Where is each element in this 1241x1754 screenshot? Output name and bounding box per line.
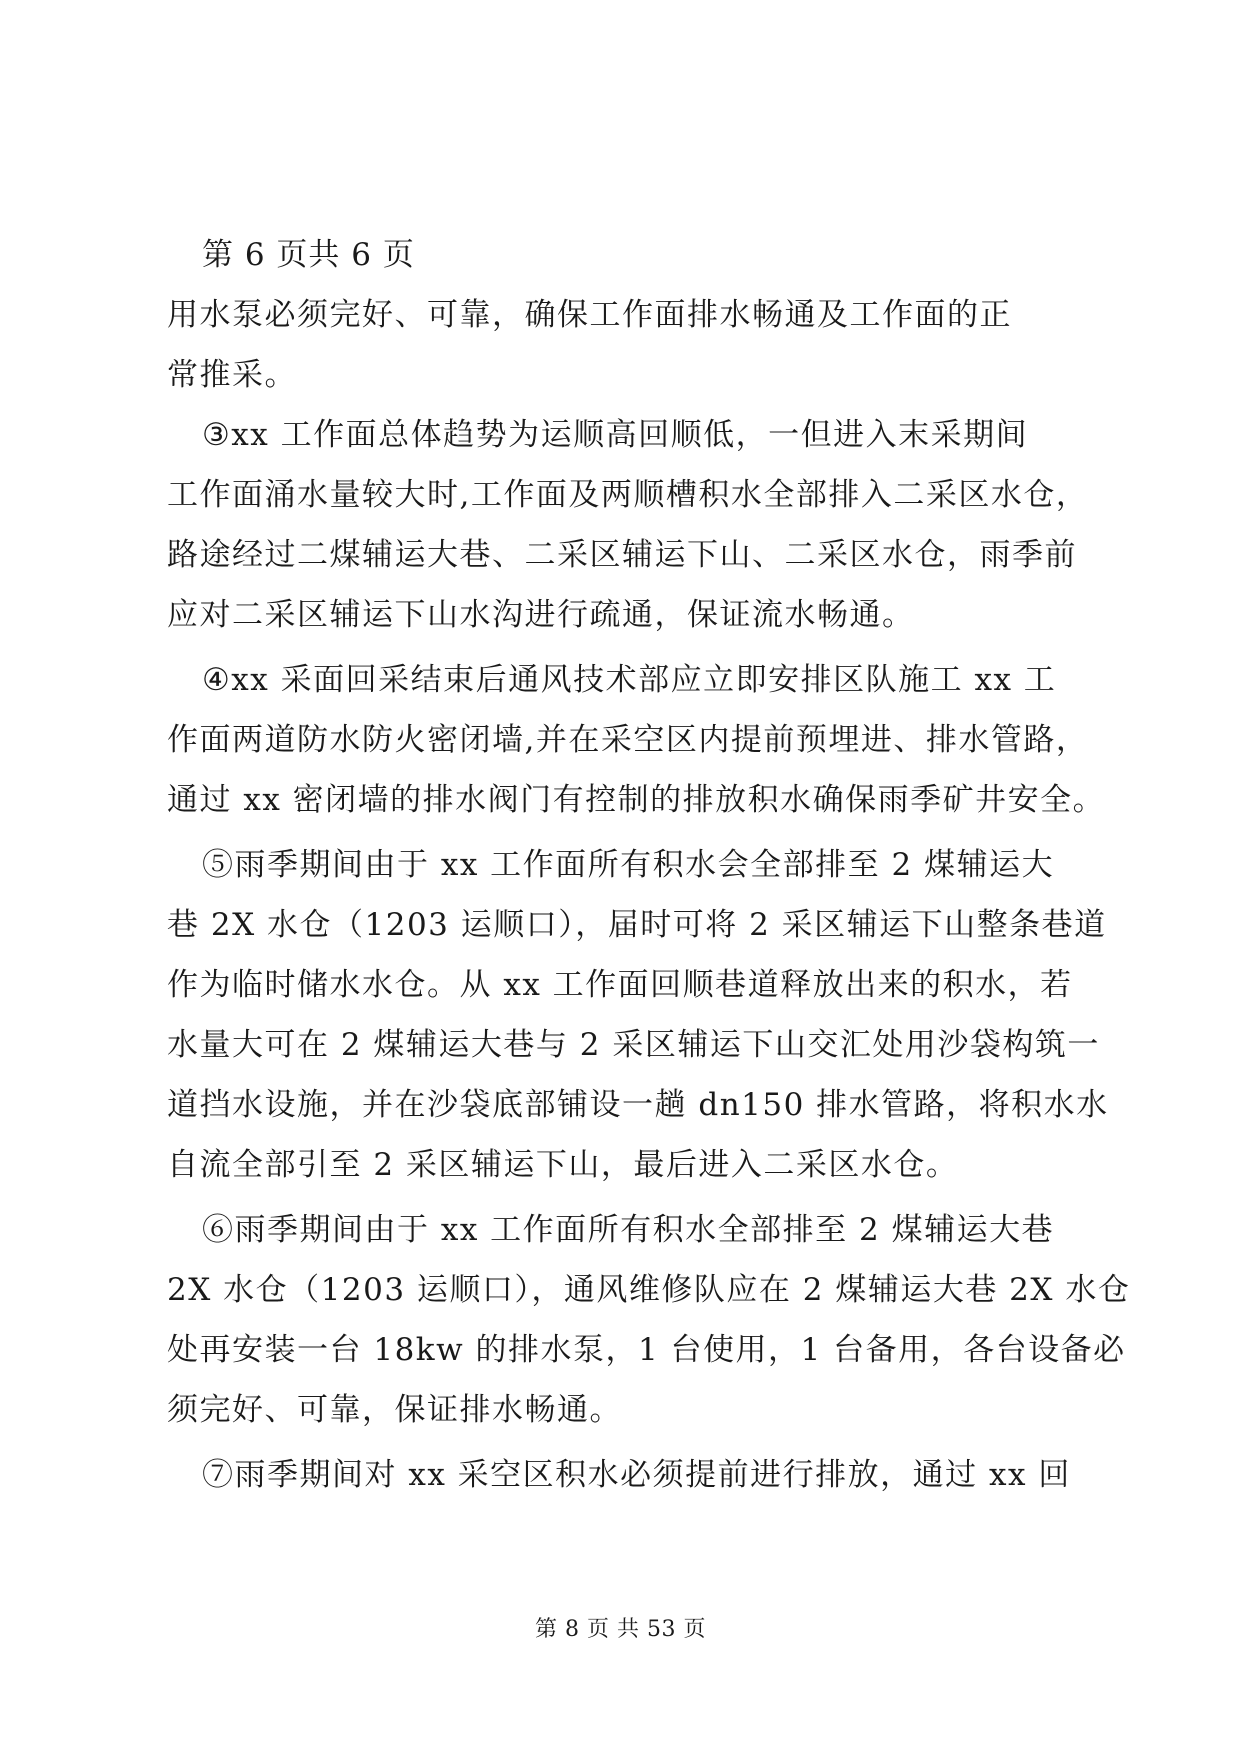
text-line: 作面两道防水防火密闭墙,并在采空区内提前预埋进、排水管路， [167,722,1089,758]
text-line: ⑥雨季期间由于 xx 工作面所有积水全部排至 2 煤辅运大巷 [202,1212,1055,1248]
text-line: 通过 xx 密闭墙的排水阀门有控制的排放积水确保雨季矿井安全。 [167,782,1106,818]
text-line: 巷 2X 水仓（1203 运顺口），届时可将 2 采区辅运下山整条巷道 [167,907,1107,943]
section-page-label: 第 6 页共 6 页 [202,237,415,273]
text-line: ⑦雨季期间对 xx 采空区积水必须提前进行排放，通过 xx 回 [202,1457,1071,1493]
text-line: 自流全部引至 2 采区辅运下山，最后进入二采区水仓。 [167,1147,959,1183]
text-line: ④xx 采面回采结束后通风技术部应立即安排区队施工 xx 工 [202,662,1057,698]
text-line: 路途经过二煤辅运大巷、二采区辅运下山、二采区水仓，雨季前 [167,537,1077,573]
text-line: 用水泵必须完好、可靠，确保工作面排水畅通及工作面的正 [167,297,1012,333]
page-footer: 第 8 页 共 53 页 [535,1617,706,1642]
text-line: 作为临时储水水仓。从 xx 工作面回顺巷道释放出来的积水，若 [167,967,1073,1003]
text-line: ⑤雨季期间由于 xx 工作面所有积水会全部排至 2 煤辅运大 [202,847,1055,883]
text-line: 2X 水仓（1203 运顺口），通风维修队应在 2 煤辅运大巷 2X 水仓 [167,1272,1131,1308]
text-line: 道挡水设施，并在沙袋底部铺设一趟 dn150 排水管路，将积水水 [167,1087,1109,1123]
text-line: ③xx 工作面总体趋势为运顺高回顺低，一但进入末采期间 [202,417,1029,453]
text-line: 处再安装一台 18kw 的排水泵，1 台使用，1 台备用，各台设备必 [167,1332,1126,1368]
text-line: 常推采。 [167,357,297,393]
text-line: 须完好、可靠，保证排水畅通。 [167,1392,622,1428]
text-line: 工作面涌水量较大时,工作面及两顺槽积水全部排入二采区水仓， [167,477,1089,513]
text-line: 水量大可在 2 煤辅运大巷与 2 采区辅运下山交汇处用沙袋构筑一 [167,1027,1100,1063]
text-line: 应对二采区辅运下山水沟进行疏通，保证流水畅通。 [167,597,915,633]
